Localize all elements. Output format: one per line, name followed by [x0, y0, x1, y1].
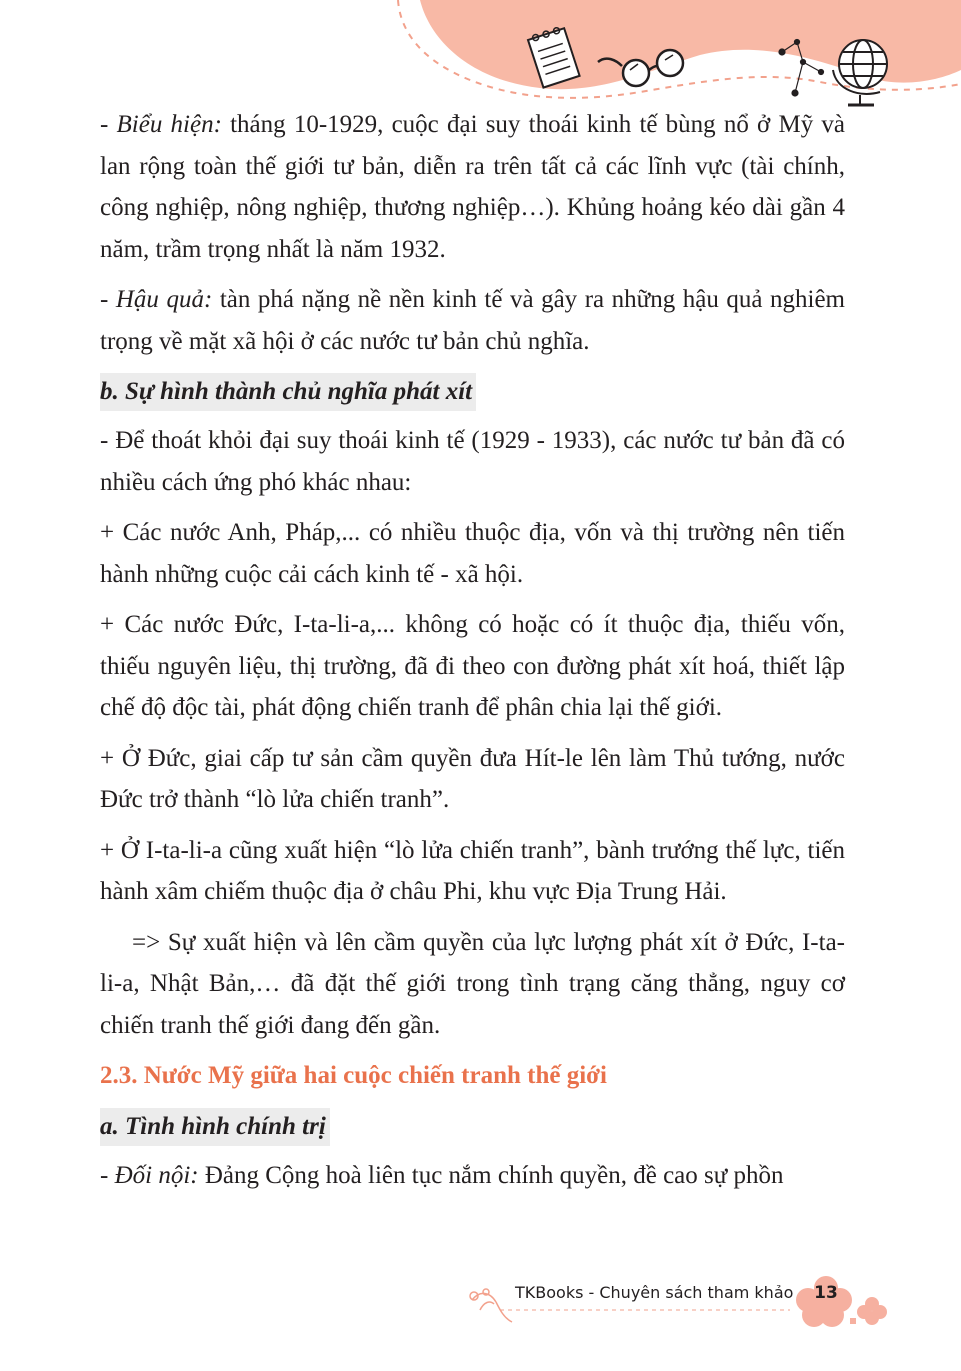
- paragraph: + Các nước Đức, I-ta-li-a,... không có hoặc có ít thuộc địa, thiếu vốn, thiếu nguyên liệu, thị trường, đã đi theo con đường phát xít hoá, thiết lập chế độ độc tài, phát động chiến tranh để phân chia lại thế giới.: [100, 611, 845, 721]
- page-number: 13: [814, 1283, 838, 1303]
- header-decoration: [0, 0, 961, 110]
- paragraph-text: Đảng Cộng hoà liên tục nắm chính quyền, đề cao sự phồn: [198, 1161, 784, 1189]
- footer-decoration: [460, 1270, 900, 1340]
- subheading-b: b. Sự hình thành chủ nghĩa phát xít: [100, 373, 476, 411]
- paragraph-bieu-hien: [100, 104, 845, 270]
- section-title: 2.3. Nước Mỹ giữa hai cuộc chiến tranh thế giới: [100, 1062, 607, 1089]
- paragraph: - Để thoát khỏi đại suy thoái kinh tế (1929 - 1933), các nước tư bản đã có nhiều cách ứng phó khác nhau:: [100, 427, 845, 496]
- flower-branch-icon: [470, 1289, 512, 1322]
- paragraph: + Các nước Anh, Pháp,... có nhiều thuộc địa, vốn và thị trường nên tiến hành những cuộc cải cách kinh tế - xã hội.: [100, 519, 845, 588]
- paragraph-lead: - Đối nội:: [100, 1161, 199, 1189]
- paragraph-text: tháng 10-1929, cuộc đại suy thoái kinh tế bùng nổ ở Mỹ và lan rộng toàn thế giới tư bản, diễn ra trên tất cả các lĩnh vực (tài chính, công nghiệp, nông nghiệp, thương nghiệp…). Khủng hoảng kéo dài gần 4 năm, trầm trọng nhất là năm 1932.: [100, 111, 845, 263]
- paragraph: + Ở I-ta-li-a cũng xuất hiện “lò lửa chiến tranh”, bành trướng thế lực, tiến hành xâm chiếm thuộc địa ở châu Phi, khu vực Địa Trung Hải.: [100, 836, 845, 905]
- footer-publisher: TKBooks - Chuyên sách tham khảo: [515, 1283, 794, 1302]
- paragraph-lead: - Biểu hiện:: [100, 111, 222, 138]
- flower-icon: [796, 1276, 887, 1327]
- paragraph-doi-noi: [100, 1155, 845, 1197]
- paragraph: + Ở Đức, giai cấp tư sản cầm quyền đưa Hít-le lên làm Thủ tướng, nước Đức trở thành “lò lửa chiến tranh”.: [100, 744, 845, 813]
- paragraph-text: tàn phá nặng nề nền kinh tế và gây ra những hậu quả nghiêm trọng về mặt xã hội ở các nước tư bản chủ nghĩa.: [100, 286, 845, 355]
- page-body: [100, 104, 845, 1205]
- paragraph-hau-qua: [100, 279, 845, 362]
- subheading-a: a. Tình hình chính trị: [100, 1108, 330, 1146]
- paragraph-conclusion: => Sự xuất hiện và lên cầm quyền của lực lượng phát xít ở Đức, I-ta-li-a, Nhật Bản,… đã đặt thế giới trong tình trạng căng thẳng, nguy cơ chiến tranh thế giới đang đến gần.: [100, 928, 845, 1039]
- paragraph-lead: - Hậu quả:: [100, 286, 213, 313]
